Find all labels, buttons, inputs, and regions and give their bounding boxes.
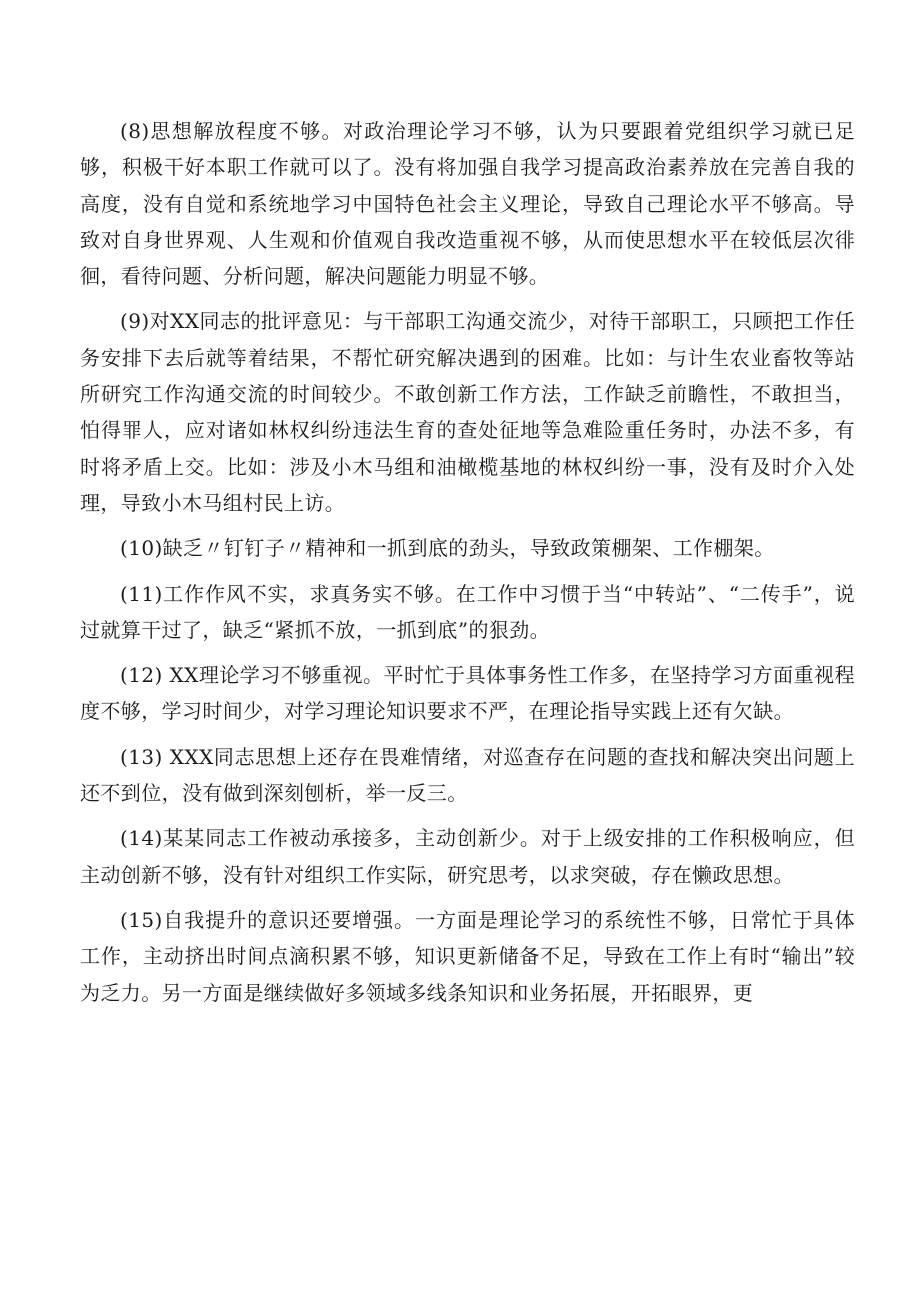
paragraph-11: (11)工作作风不实，求真务实不够。在工作中习惯于当“中转站”、“二传手”，说过就算干过了，缺乏“紧抓不放，一抓到底”的狠劲。 [80,581,855,642]
paragraph-15: (15)自我提升的意识还要增强。一方面是理论学习的系统性不够，日常忙于具体工作，主动挤出时间点滴积累不够，知识更新储备不足，导致在工作上有时“输出”较为乏力。另一方面是继续做好多领域多线条知识和业务拓展，开拓眼界，更 [80,907,855,1005]
paragraph-12: (12) XX理论学习不够重视。平时忙于具体事务性工作多，在坚持学习方面重视程度不够，学习时间少，对学习理论知识要求不严，在理论指导实践上还有欠缺。 [80,663,855,724]
paragraph-13: (13) XXX同志思想上还存在畏难情绪，对巡查存在问题的查找和解决突出问题上还不到位，没有做到深刻刨析，举一反三。 [80,744,855,806]
paragraph-14: (14)某某同志工作被动承接多，主动创新少。对于上级安排的工作积极响应，但主动创新不够，没有针对组织工作实际，研究思考，以求突破，存在懒政思想。 [80,826,855,887]
document-body [80,113,855,1020]
paragraph-9: (9)对XX同志的批评意见：与干部职工沟通交流少，对待干部职工，只顾把工作任务安排下去后就等着结果，不帮忙研究解决遇到的困难。比如：与计生农业畜牧等站所研究工作沟通交流的时间较少。不敢创新工作方法，工作缺乏前瞻性，不敢担当，怕得罪人，应对诸如林权纠纷违法生育的查处征地等急难险重任务时，办法不多，有时将矛盾上交。比如：涉及小木马组和油橄榄基地的林权纠纷一事，没有及时介入处理，导致小木马组村民上访。 [80,309,855,515]
paragraph-10: (10)缺乏〃钉钉子〃精神和一抓到底的劲头，导致政策棚架、工作棚架。 [120,536,775,561]
paragraph-8: (8)思想解放程度不够。对政治理论学习不够，认为只要跟着党组织学习就已足够，积极干好本职工作就可以了。没有将加强自我学习提高政治素养放在完善自我的高度，没有自觉和系统地学习中国特色社会主义理论，导致自己理论水平不够高。导致对自身世界观、人生观和价值观自我改造重视不够，从而使思想水平在较低层次徘徊，看待问题、分析问题，解决问题能力明显不够。 [80,119,855,289]
